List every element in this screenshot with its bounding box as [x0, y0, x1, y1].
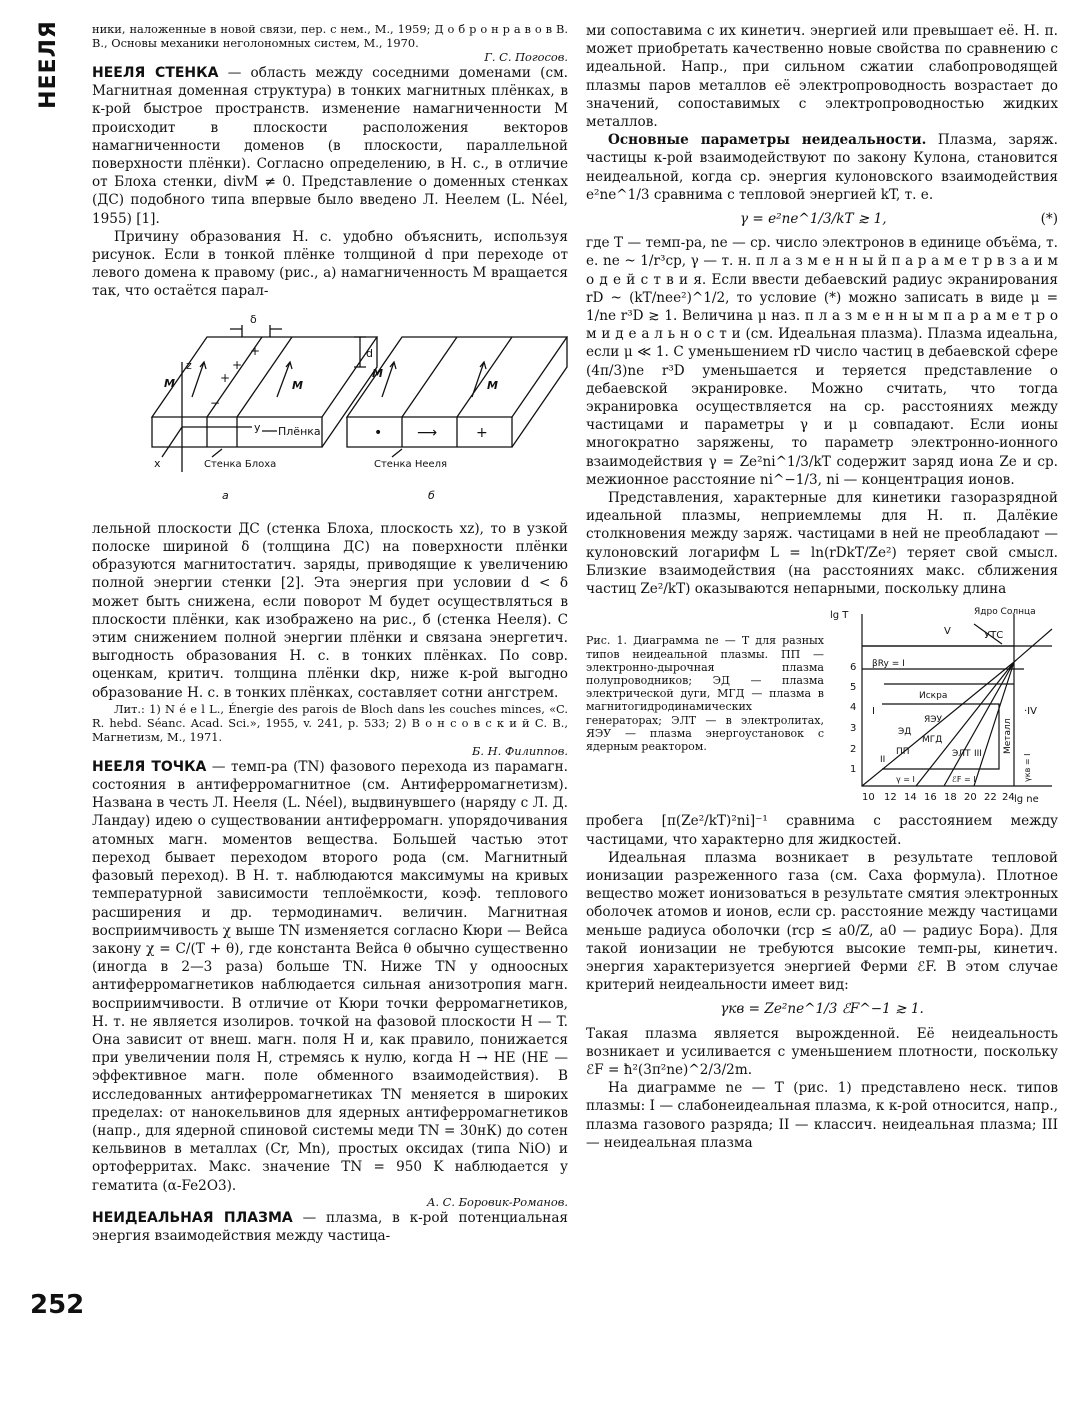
x-tick: 22 [984, 792, 997, 804]
y-tick: 6 [850, 662, 857, 674]
label-gamma-eq: βRy = I [872, 659, 905, 670]
x-tick: 18 [944, 792, 957, 804]
region-v: V [944, 626, 951, 638]
charge-plus: + [220, 370, 231, 385]
x-tick: 14 [904, 792, 917, 804]
region-ii: II [880, 755, 886, 766]
entry-neel-wall [92, 64, 568, 228]
charge-plus: + [232, 357, 243, 372]
entry-neel-point [92, 758, 568, 1195]
formula-number: (*) [1040, 211, 1058, 228]
running-head: НЕЕЛЯ [35, 20, 61, 109]
label-ed: ЭД [898, 727, 912, 738]
ne-t-diagram [824, 604, 1058, 804]
wall-dot: • [374, 424, 383, 441]
entry-term: НЕЕЛЯ СТЕНКА [92, 65, 219, 81]
label-film: Плёнка [278, 424, 321, 438]
paragraph-text: Плазма, заряж. частицы к-рой взаимодействуют по закону Кулона, становится неидеальной, когда ср. энергия кулоновского взаимодействия e²ne^1/3 сравнима с тепловой энергией kT, т. е. [586, 132, 1058, 203]
label-elt: ЭЛТ [952, 749, 971, 760]
right-column [586, 22, 1058, 1382]
formula [586, 210, 1058, 228]
label-x: x [154, 456, 161, 470]
y-tick: 2 [850, 744, 857, 756]
region-i: I [872, 706, 875, 718]
y-axis-label: lg T [830, 610, 849, 622]
subheading: Основные параметры неидеальности. [608, 132, 927, 149]
formula: γкв = Ze²ne^1/3 ℰF^−1 ≳ 1. [720, 1001, 924, 1018]
paragraph: Такая плазма является вырожденной. Её неидеальность возникает и усиливается с уменьшением плотности, поскольку ℰF = ħ²(3π²ne)^2/3/2m. [586, 1025, 1058, 1078]
wall-arrow: ⟶ [417, 424, 438, 441]
neel-wall-figure [92, 307, 568, 507]
entry-text: — плазма, в к-рой потенциальная энергия взаимодействия между частица- [92, 1209, 568, 1244]
label-pp: ПП [896, 747, 910, 758]
label-y: y [254, 420, 261, 434]
entry-text: — темп-ра (TN) фазового перехода из парамагн. состояния в антиферромагнитное (см. Антиферромагнетизм). Названа в честь Л. Нееля (L. Néel), выдвинувшего (наряду с Л. Д. Ландау) идею о существовании антиферромагн. упорядочивания атомных магн. моментов вещества. Большей частью этот переход бывает переходом второго рода (см. Магнитный фазовый переход). В Н. т. наблюдаются максимумы на кривых температурной зависимости теплоёмкости, коэф. теплового расширения и др. термодинамич. величин. Магнитная восприимчивость χ выше TN изменяется согласно Кюри — Вейса закону χ = C/(T + θ), где константа Вейса θ обычно существенно (иногда в 2—3 раза) больше TN. Ниже TN у одноосных антиферромагнетиков наблюдается сильная анизотропия магн. восприимчивости. В отличие от Кюри точки ферромагнетиков, Н. т. не является изолиров. точкой на фазовой плоскости H — T. Она зависит от внеш. магн. поля H и, как правило, понижается при увеличении поля H, стремясь к нулю, когда H → HE (HE — эффективное магн. поле обменного взаимодействия). В исследованных антиферромагнетиках TN меняется в широких пределах: от нанокельвинов для ядерных антиферромагнетиков (напр., для ядерной спиновой системы меди TN = 30нК) до сотен кельвинов в металлах (Cr, Mn), простых оксидах (типа NiO) и ортоферритах. Макс. значение TN = 950 K наблюдается у гематита (α-Fe2O3). [92, 758, 568, 1194]
label-yts: УТС [984, 630, 1004, 642]
paragraph: ми сопоставима с их кинетич. энергией или превышает её. Н. п. может приобретать качественно новые свойства по сравнению с идеальной. Напр., при сильном сжатии слабопроводящей плазмы паров металлов её электропроводность возрастает до значений, сопоставимых с электропроводностью жидких металлов. [586, 23, 1058, 131]
paragraph: лельной плоскости ДС (стенка Блоха, плоскость xz), то в узкой полоске шириной δ (толщина ДС) на поверхности плёнки образуются магнитостатич. заряды, приводящие к увеличению полной энергии стенки [2]. Эта энергия при условии d < δ может быть снижена, если поворот M будет осуществляться в плоскости плёнки, как изображено на рис., б (стенка Нееля). С этим снижением полной энергии плёнки и связана энергетич. выгодность образования Н. с. в тонких плёнках. По совр. оценкам, критич. толщина плёнки dкр, ниже к-рой выгодно образование Н. с. в тонких плёнках, составляет сотни ангстрем. [92, 520, 568, 701]
x-tick: 16 [924, 792, 937, 804]
x-tick: 12 [884, 792, 897, 804]
y-tick: 5 [850, 682, 857, 694]
paragraph [586, 131, 1058, 204]
y-tick: 4 [850, 702, 857, 714]
label-b: б [428, 488, 435, 502]
label-z: z [186, 358, 192, 372]
charge-minus: − [210, 395, 221, 410]
ref-continuation: ники, наложенные в новой связи, пер. с нем., М., 1959; Д о б р о н р а в о в В. В., Основы механики неголономных систем, М., 1970. [92, 22, 568, 50]
paragraph: пробега [π(Ze²/kT)²ni]⁻¹ сравнима с расстоянием между частицами, что характерно для жидкостей. [586, 813, 1058, 848]
x-axis-label: lg ne [1014, 794, 1039, 805]
entry-text: — область между соседними доменами (см. Магнитная доменная структура) в тонких магнитных плёнках, в к-рой быстрое пространств. изменение намагниченности M происходит в плоскости расположения векторов намагниченности доменов (в плоскости, параллельной поверхности плёнки). Согласно определению, в Н. с., в отличие от Блоха стенки, divM ≠ 0. Представление о доменных стенках (ДС) подобного типа впервые было введено Л. Неелем (L. Néel, 1955) [1]. [92, 65, 568, 227]
label-mgd: МГД [922, 735, 943, 746]
page-number: 252 [30, 1290, 85, 1320]
figure-caption: Рис. 1. Диаграмма ne — T для разных типов неидеальной плазмы. ПП — электронно-дырочная плазма полупроводников; ЭД — плазма электрической дуги, МГД — плазма в магнитогидродинамических генераторах; ЭЛТ — в электролитах, ЯЭУ — плазма энергоустановок с ядерным реактором. [586, 634, 824, 753]
figure-1 [586, 604, 1058, 804]
label-d: d [366, 346, 373, 360]
label-gkv-1: γкв = I [1023, 753, 1032, 783]
region-iii: III [974, 749, 982, 760]
label-spark: Искра [919, 691, 948, 702]
y-tick: 3 [850, 723, 857, 735]
paragraph: Идеальная плазма возникает в результате тепловой ионизации разреженного газа (см. Саха формула). Плотное вещество может ионизоваться в результате смятия электронных оболочек атомов и ионов, если ср. расстояние между частицами меньше радиуса оболочки (rср ≤ a0/Z, a0 — радиус Бора). Для такой ионизации не требуются высокие темп-ры, кинетич. энергия характеризуется энергией Ферми ℰF. В этом случае критерий неидеальности имеет вид: [586, 849, 1058, 994]
label-metal: Металл [1003, 718, 1013, 755]
label-sun-core: Ядро Солнца [974, 607, 1036, 618]
paragraph: На диаграмме ne — T (рис. 1) представлено неск. типов плазмы: I — слабонеидеальная плазма, к к-рой относится, напр., плазма газового разряда; II — классич. неидеальная плазма; III — неидеальная плазма [586, 1080, 1058, 1151]
wall-plus: + [476, 424, 488, 441]
entry-nonideal-plasma [92, 1209, 568, 1245]
label-a: а [222, 488, 229, 502]
label-m: M [487, 378, 498, 392]
label-m: M [292, 378, 303, 392]
paragraph: Представления, характерные для кинетики газоразрядной идеальной плазмы, неприемлемы для Н. п. Далёкие столкновения между заряж. частицами в ней не преобладают — кулоновский логарифм L = ln(rDkT/Ze²) теряет свой смысл. Близкие взаимодействия (на расстояниях макс. сближения частиц Ze²/kT) оказываются непарными, поскольку длина [586, 490, 1058, 598]
entry-term: НЕЕЛЯ ТОЧКА [92, 758, 207, 775]
paragraph: где T — темп-ра, ne — ср. число электронов в единице объёма, т. е. ne ~ 1/r³ср, γ — т. н. п л а з м е н н ы й п а р а м е т р в з а и м о д е й с т в и я. Если ввести дебаевский радиус экранирования rD ~ (kT/nee²)^1/2, то условие (*) можно записать в виде μ = 1/ne r³D ≳ 1. Величина μ наз. п л а з м е н н ы м п а р а м е т р о м и д е а л ь н о с т и (см. Идеальная плазма). Плазма идеальна, если μ ≪ 1. С уменьшением rD число частиц в дебаевской сфере (4π/3)ne r³D уменьшается и теряется представление о дебаевской экранировке. Можно считать, что тогда экранировка осуществляется на ср. расстояниях между частицами и параметры γ и μ совпадают. Если ионы многократно заряжены, то параметр электронно-ионного взаимодействия γ = Ze²ni^1/3/kT содержит заряд иона Ze и ср. межионное расстояние ni^−1/3, ni — концентрация ионов. [586, 235, 1058, 488]
left-column [92, 22, 568, 1382]
signature: А. С. Боровик-Романов. [426, 1194, 568, 1209]
label-m: M [164, 376, 175, 390]
formula-text: γ = e²ne^1/3/kT ≳ 1, [739, 211, 887, 228]
x-tick: 24 [1002, 792, 1015, 804]
label-m: M [372, 366, 383, 380]
label-neel-wall: Стенка Нееля [374, 458, 448, 470]
signature: Б. Н. Филиппов. [472, 743, 568, 758]
entry-term: НЕИДЕАЛЬНАЯ ПЛАЗМА [92, 1209, 293, 1226]
literature: Лит.: 1) N é e l L., Énergie des parois de Bloch dans les couches minces, «C. R. hebd. Séanc. Acad. Sci.», 1955, v. 241, p. 533; 2) В о н с о в с к и й С. В., Магнетизм, М., 1971. [92, 701, 568, 744]
label-delta: δ [250, 312, 257, 326]
x-tick: 10 [862, 792, 875, 804]
signature: Г. С. Погосов. [484, 50, 568, 64]
label-ef-1: ℰF = I [952, 775, 976, 785]
paragraph: Причину образования Н. с. удобно объяснить, используя рисунок. Если в тонкой плёнке толщиной d при переходе от левого домена к правому (рис., а) намагниченность M вращается так, что остаётся парал- [92, 228, 568, 300]
x-tick: 20 [964, 792, 977, 804]
y-tick: 1 [850, 764, 857, 776]
label-gamma-1: γ = I [896, 775, 915, 785]
label-yaeu: ЯЭУ [924, 715, 943, 726]
charge-plus: + [250, 343, 261, 358]
region-iv: ·IV [1024, 706, 1037, 718]
label-bloch-wall: Стенка Блоха [204, 458, 277, 470]
